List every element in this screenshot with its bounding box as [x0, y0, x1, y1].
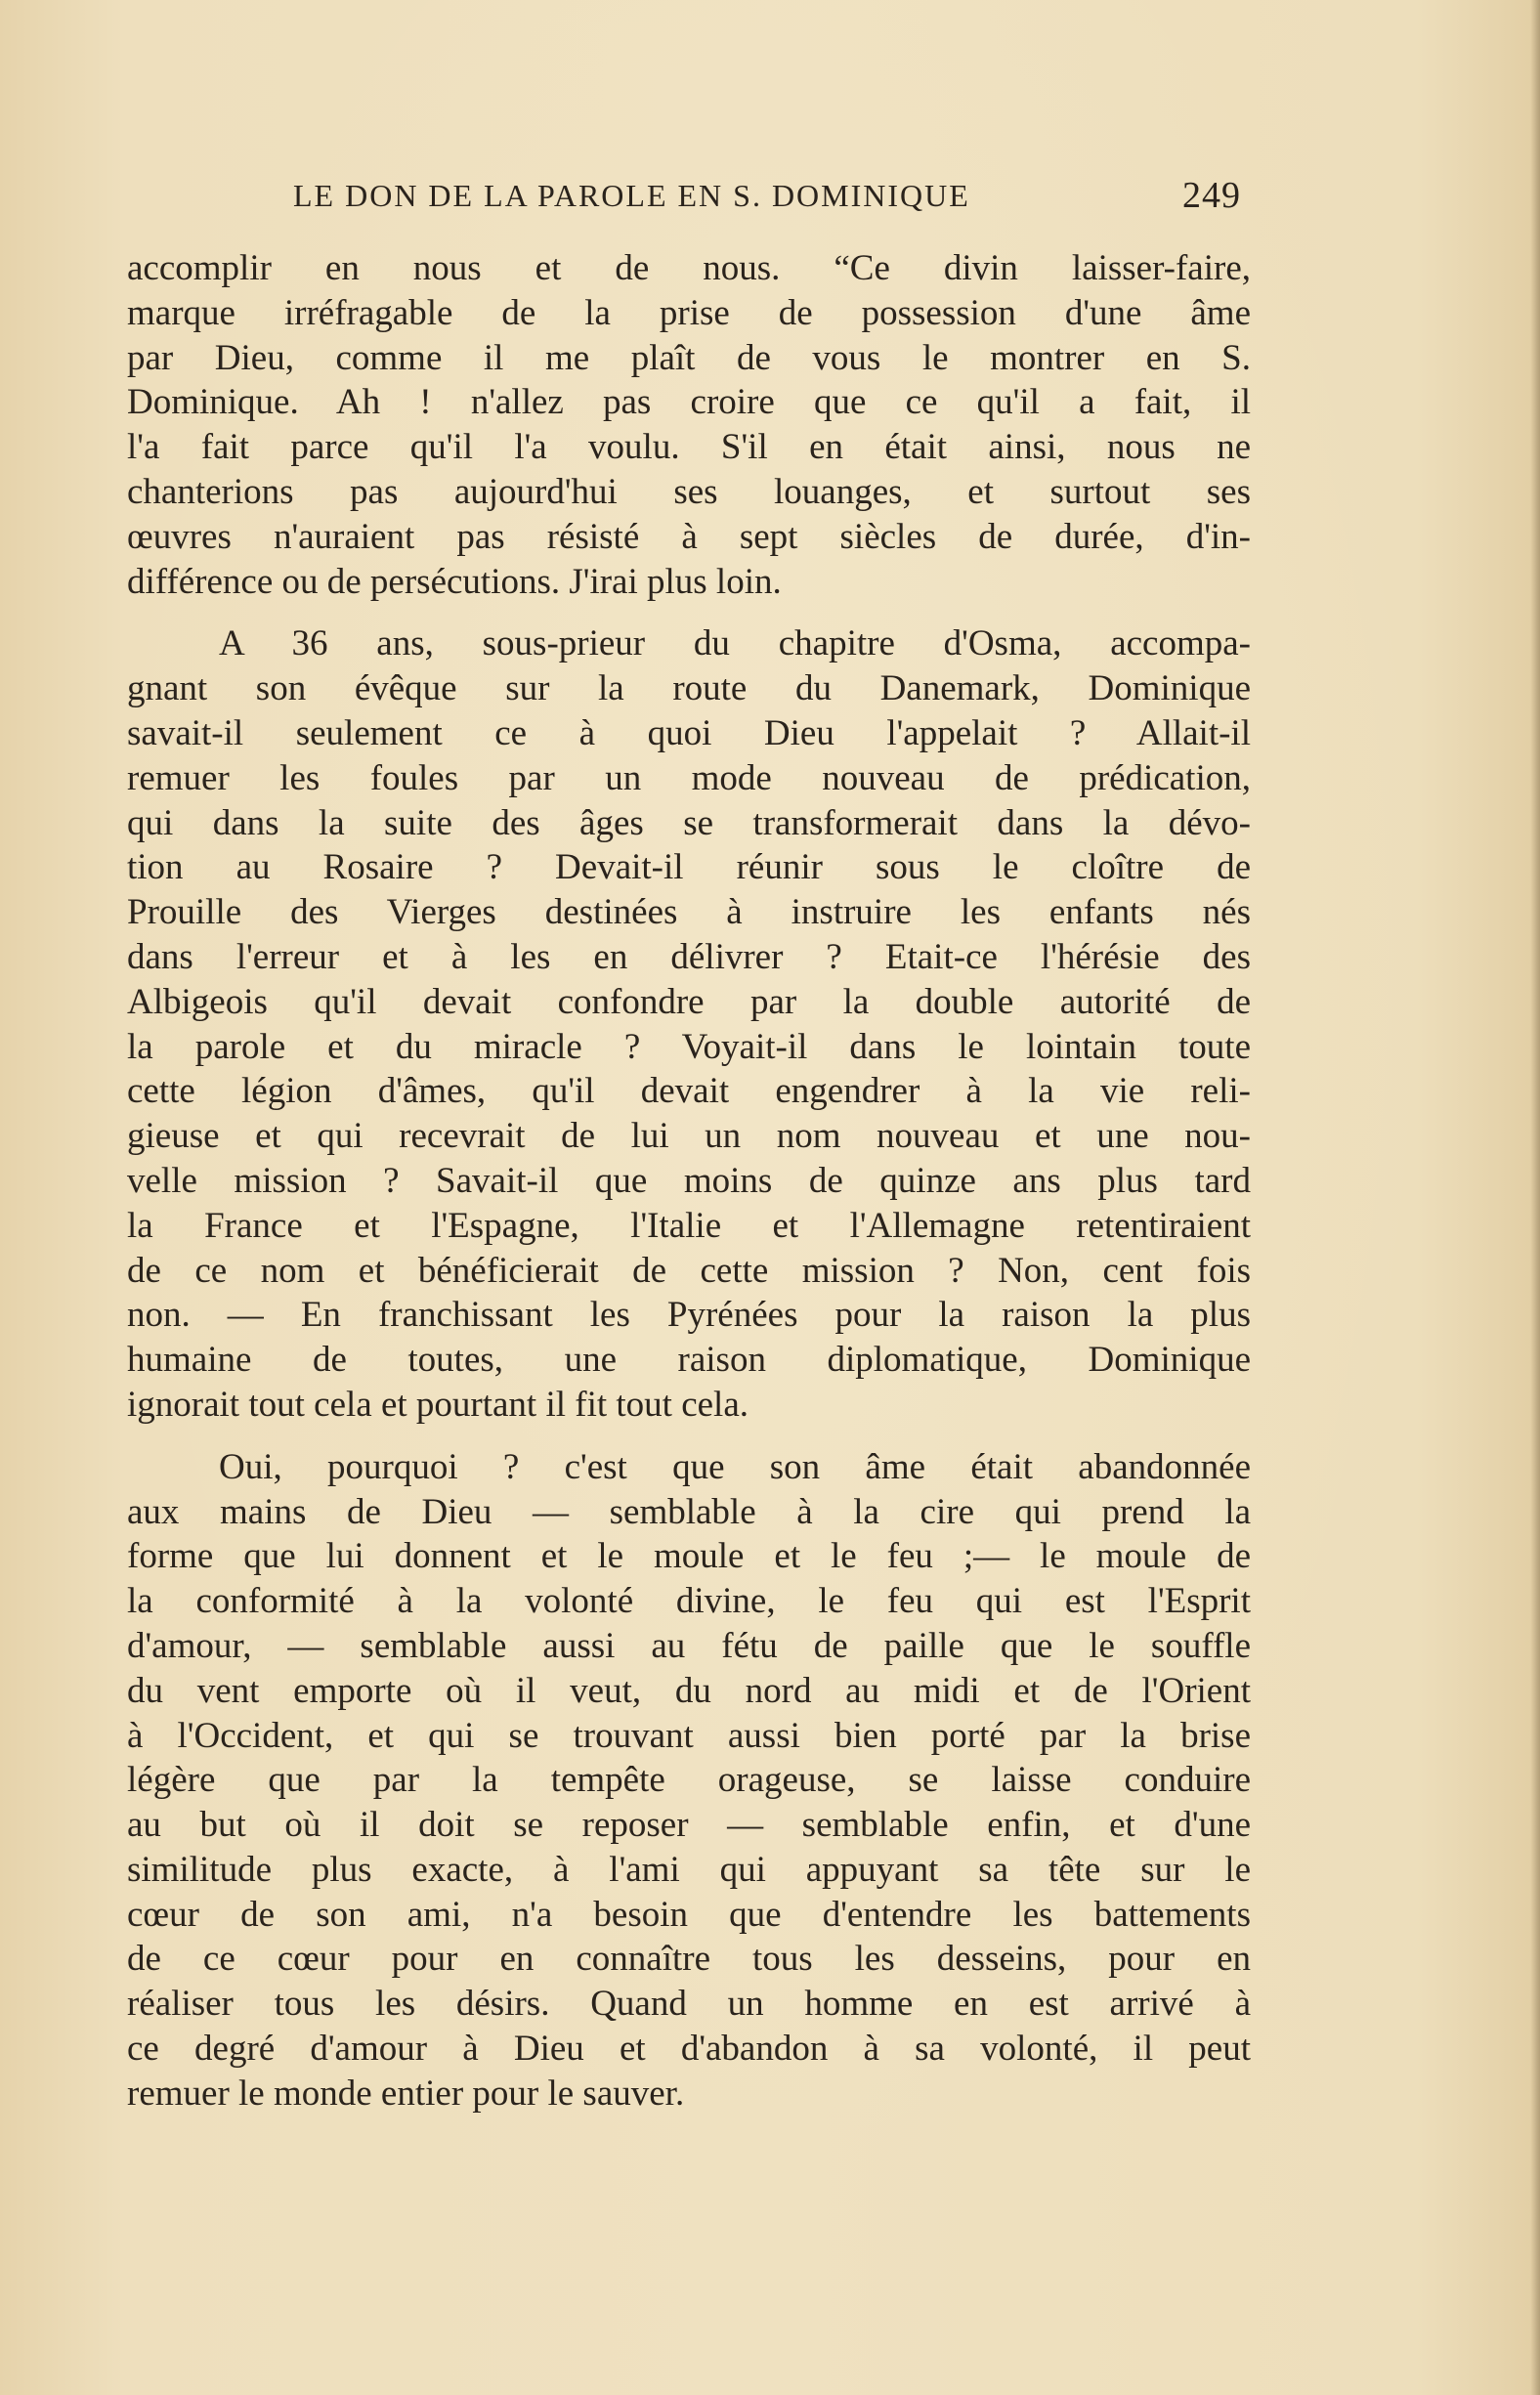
text-line: Oui, pourquoi ? c'est que son âme était abandonnée — [219, 1446, 1251, 1487]
page-number: 249 — [1182, 175, 1241, 216]
text-line: humaine de toutes, une raison diplomatique, Dominique — [127, 1340, 1251, 1381]
text-line: réaliser tous les désirs. Quand un homme en est arrivé à — [127, 1984, 1251, 2025]
paragraph — [127, 1445, 1251, 2117]
text-line: de ce nom et bénéficierait de cette mission ? Non, cent fois — [127, 1250, 1251, 1291]
text-line: au but où il doit se reposer — semblable enfin, et d'une — [127, 1805, 1251, 1846]
text-line: du vent emporte où il veut, du nord au midi et de l'Orient — [127, 1670, 1251, 1711]
text-line: ignorait tout cela et pourtant il fit tout cela. — [127, 1384, 749, 1425]
text-line: la France et l'Espagne, l'Italie et l'Allemagne retentiraient — [127, 1205, 1251, 1246]
text-line: Prouille des Vierges destinées à instruire les enfants nés — [127, 892, 1251, 933]
page-edge-shadow — [1530, 0, 1540, 2395]
text-line: forme que lui donnent et le moule et le feu ;— le moule de — [127, 1536, 1251, 1577]
text-line: qui dans la suite des âges se transformerait dans la dévo- — [127, 802, 1251, 843]
text-line: l'a fait parce qu'il l'a voulu. S'il en était ainsi, nous ne — [127, 427, 1251, 468]
text-line: remuer le monde entier pour le sauver. — [127, 2073, 685, 2114]
text-line: aux mains de Dieu — semblable à la cire qui prend la — [127, 1491, 1251, 1532]
text-line: ce degré d'amour à Dieu et d'abandon à sa volonté, il peut — [127, 2029, 1251, 2070]
text-line: la conformité à la volonté divine, le feu qui est l'Esprit — [127, 1581, 1251, 1622]
text-line: A 36 ans, sous-prieur du chapitre d'Osma, accompa- — [219, 623, 1251, 664]
text-line: dans l'erreur et à les en délivrer ? Etait-ce l'hérésie des — [127, 936, 1251, 977]
text-line: cette légion d'âmes, qu'il devait engendrer à la vie reli- — [127, 1071, 1251, 1112]
text-line: de ce cœur pour en connaître tous les desseins, pour en — [127, 1939, 1251, 1980]
text-line: œuvres n'auraient pas résisté à sept siècles de durée, d'in- — [127, 516, 1251, 557]
text-line: non. — En franchissant les Pyrénées pour la raison la plus — [127, 1295, 1251, 1336]
text-line: par Dieu, comme il me plaît de vous le montrer en S. — [127, 337, 1251, 378]
text-line: d'amour, — semblable aussi au fétu de paille que le souffle — [127, 1625, 1251, 1666]
text-line: gnant son évêque sur la route du Danemark, Dominique — [127, 668, 1251, 709]
running-title: LE DON DE LA PAROLE EN S. DOMINIQUE — [293, 178, 970, 213]
text-line: à l'Occident, et qui se trouvant aussi bien porté par la brise — [127, 1715, 1251, 1756]
paragraph — [127, 621, 1251, 1427]
running-head — [293, 171, 1270, 220]
text-line: velle mission ? Savait-il que moins de quinze ans plus tard — [127, 1160, 1251, 1201]
text-line: savait-il seulement ce à quoi Dieu l'appelait ? Allait-il — [127, 712, 1251, 753]
text-line: la parole et du miracle ? Voyait-il dans le lointain toute — [127, 1026, 1251, 1067]
text-line: chanterions pas aujourd'hui ses louanges, et surtout ses — [127, 471, 1251, 512]
text-line: remuer les foules par un mode nouveau de prédication, — [127, 757, 1251, 798]
body-text — [127, 246, 1251, 2117]
text-line: cœur de son ami, n'a besoin que d'entendre les battements — [127, 1894, 1251, 1935]
text-line: tion au Rosaire ? Devait-il réunir sous le cloître de — [127, 847, 1251, 888]
text-line: Dominique. Ah ! n'allez pas croire que ce qu'il a fait, il — [127, 382, 1251, 423]
text-line: marque irréfragable de la prise de possession d'une âme — [127, 292, 1251, 333]
text-line: différence ou de persécutions. J'irai plus loin. — [127, 561, 782, 602]
text-line: accomplir en nous et de nous. “Ce divin laisser-faire, — [127, 248, 1251, 288]
text-line: légère que par la tempête orageuse, se laisse conduire — [127, 1760, 1251, 1801]
paragraph — [127, 246, 1251, 604]
text-line: Albigeois qu'il devait confondre par la double autorité de — [127, 981, 1251, 1022]
text-line: similitude plus exacte, à l'ami qui appuyant sa tête sur le — [127, 1849, 1251, 1890]
text-line: gieuse et qui recevrait de lui un nom nouveau et une nou- — [127, 1116, 1251, 1157]
